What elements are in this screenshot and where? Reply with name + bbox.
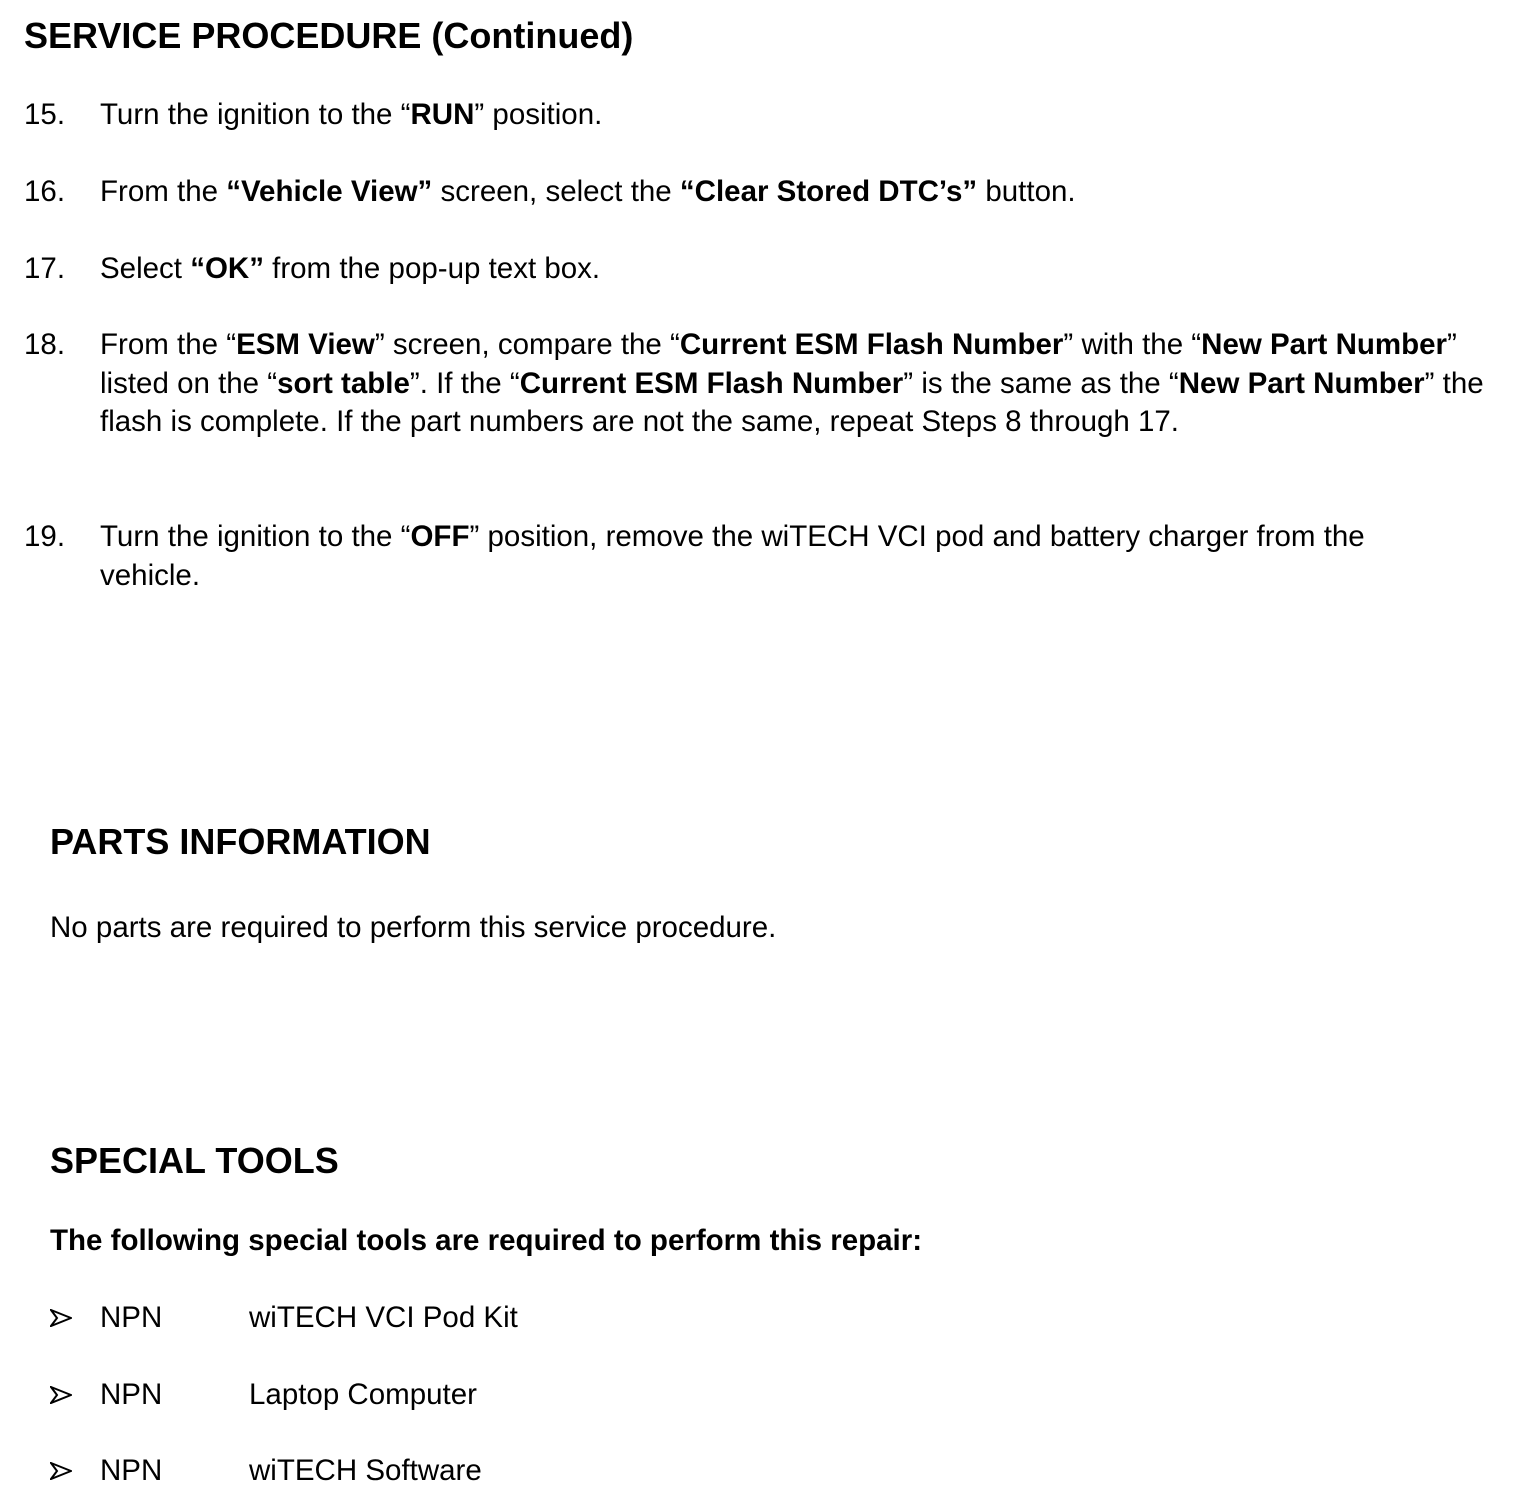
- step-plain-text: From the: [100, 175, 227, 208]
- step-plain-text: ”. If the “: [409, 366, 520, 400]
- service-procedure-heading: SERVICE PROCEDURE (Continued): [24, 15, 634, 56]
- parts-information-text: No parts are required to perform this service procedure.: [50, 911, 777, 944]
- step-plain-text: Turn the ignition to the “: [100, 98, 411, 131]
- step-emphasis-text: “Clear Stored DTC’s”: [679, 175, 978, 208]
- tool-name: wiTECH Software: [249, 1454, 482, 1487]
- step-item: [24, 518, 1504, 598]
- step-text: [100, 326, 1504, 442]
- step-emphasis-text: Current ESM Flash Number: [519, 366, 904, 400]
- step-emphasis-text: New Part Number: [1178, 366, 1425, 400]
- step-item: [24, 96, 1504, 136]
- step-plain-text: from the pop-up text box.: [263, 252, 601, 285]
- step-emphasis-text: “Vehicle View”: [226, 175, 433, 208]
- step-plain-text: ” the flash is complete. If the part numbers are not the same, repeat Steps 8 through 17.: [100, 366, 1484, 438]
- special-tools-intro: The following special tools are required to perform this repair:: [50, 1224, 923, 1257]
- step-text: [100, 173, 1504, 212]
- step-plain-text: ” with the “: [1063, 328, 1202, 361]
- step-plain-text: Select: [100, 252, 191, 285]
- step-item: [24, 173, 1504, 213]
- step-emphasis-text: “OK”: [190, 252, 264, 285]
- tool-code: NPN: [100, 1301, 163, 1334]
- step-emphasis-text: sort table: [277, 366, 410, 400]
- step-text: [100, 96, 1504, 135]
- step-plain-text: From the “: [100, 328, 237, 361]
- step-number: 16.: [24, 175, 66, 208]
- step-plain-text: ” screen, compare the “: [374, 328, 680, 361]
- tool-name: wiTECH VCI Pod Kit: [249, 1301, 518, 1334]
- parts-information-heading: PARTS INFORMATION: [50, 821, 431, 862]
- step-item: [24, 250, 1504, 290]
- step-emphasis-text: Current ESM Flash Number: [679, 328, 1064, 361]
- step-plain-text: ” is the same as the “: [903, 366, 1179, 400]
- step-item: [24, 326, 1504, 486]
- step-emphasis-text: RUN: [410, 98, 475, 131]
- step-plain-text: ” listed on the “: [100, 328, 1457, 400]
- tool-code: NPN: [100, 1454, 163, 1487]
- arrowhead-bullet-icon: [50, 1462, 72, 1480]
- special-tools-heading: SPECIAL TOOLS: [50, 1140, 339, 1181]
- step-plain-text: ” position, remove the wiTECH VCI pod and battery charger from the vehicle.: [100, 520, 1365, 592]
- arrowhead-bullet-icon: [50, 1309, 72, 1327]
- step-plain-text: button.: [977, 175, 1076, 208]
- step-number: 18.: [24, 328, 66, 361]
- tool-code: NPN: [100, 1378, 163, 1411]
- tool-name: Laptop Computer: [249, 1378, 477, 1411]
- step-emphasis-text: OFF: [410, 520, 470, 553]
- step-text: [100, 250, 1504, 289]
- step-plain-text: ” position.: [474, 98, 603, 131]
- arrowhead-bullet-icon: [50, 1386, 72, 1404]
- step-plain-text: Turn the ignition to the “: [100, 520, 411, 553]
- step-number: 17.: [24, 252, 66, 285]
- step-emphasis-text: ESM View: [236, 328, 375, 361]
- step-plain-text: screen, select the: [432, 175, 680, 208]
- step-number: 15.: [24, 98, 66, 131]
- step-number: 19.: [24, 520, 66, 553]
- step-text: [100, 518, 1420, 595]
- step-emphasis-text: New Part Number: [1201, 328, 1448, 361]
